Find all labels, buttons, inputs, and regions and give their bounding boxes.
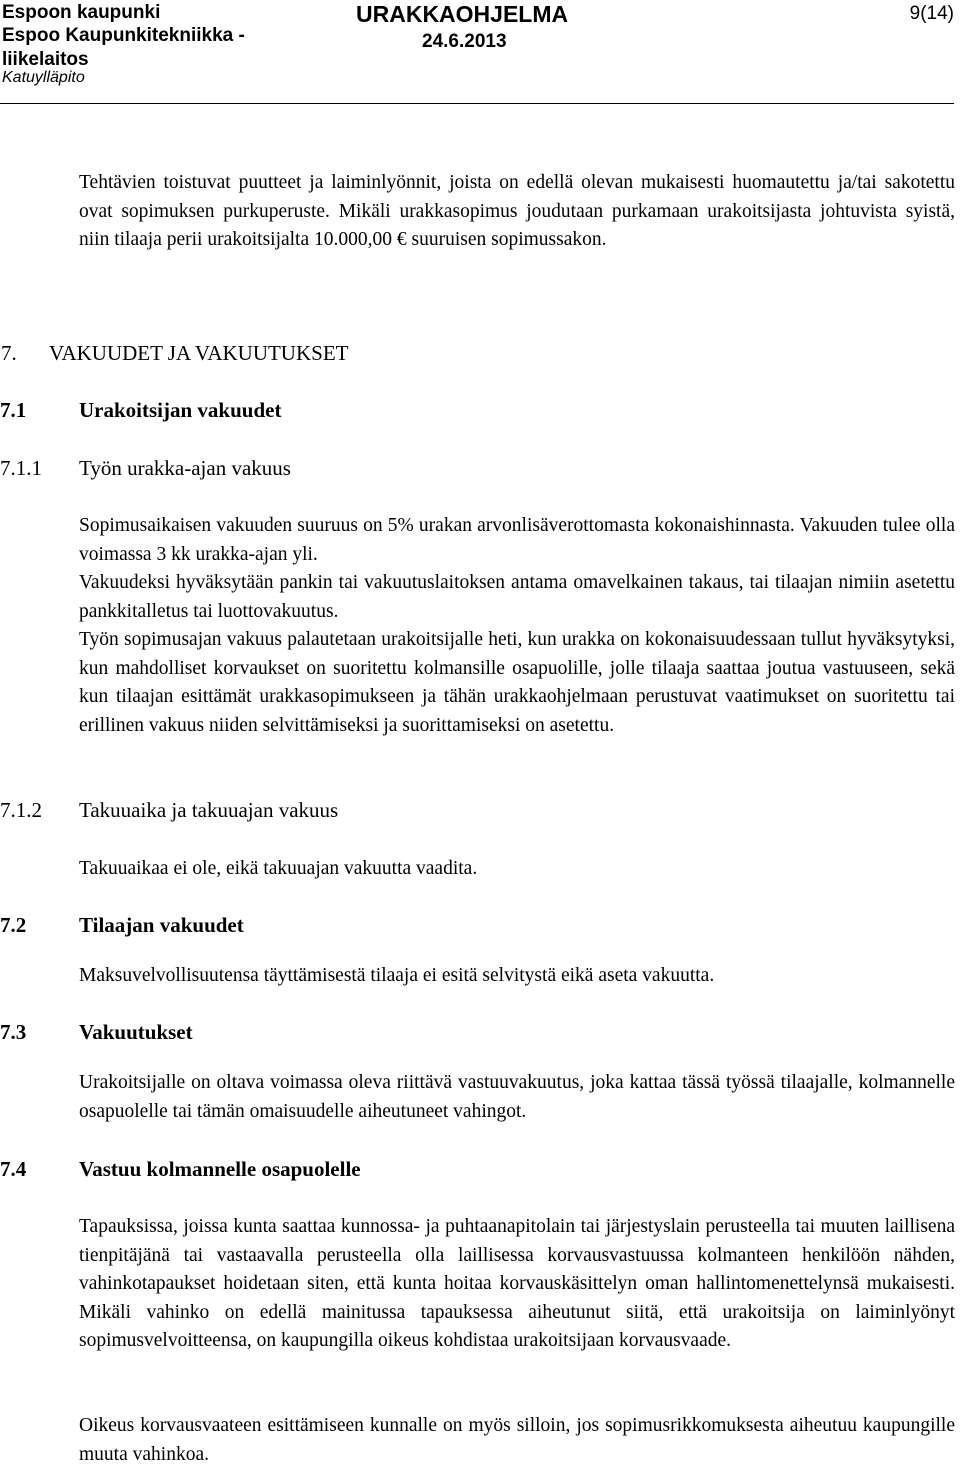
section-7-1-1-paragraph-1: Sopimusaikaisen vakuuden suuruus on 5% urakan arvonlisäverottomasta kokonaishinnasta. Vakuuden tulee olla voimassa 3 kk urakka-ajan yli. [79,515,955,565]
section-7-3-number: 7.3 [0,1020,27,1044]
header-unit: Katuylläpito [2,69,85,86]
section-7-1-1-number: 7.1.1 [0,456,42,480]
section-7-1-2-title: Takuuaika ja takuuajan vakuus [79,798,339,822]
section-7-4-paragraph-1: Tapauksissa, joissa kunta saattaa kunnossa- ja puhtaanapitolain tai järjestyslain perusteella tai muuten laillisena tienpitäjänä tai vastaavalla perusteella olla laillisessa korvausvastuussa kolmanteen henkilöön nähden, vahinkotapaukset hoidetaan siten, että kunta hoitaa korvauskäsittelyn oman hallintomenettelynsä mukaisesti. Mikäli vahinko on edellä mainitussa tapauksessa aiheutunut siitä, että urakoitsija on laiminlyönyt sopimusvelvoitteensa, on kaupungilla oikeus kohdistaa urakoitsijaan korvausvaade. [79,1216,955,1351]
header-department: Espoo Kaupunkitekniikka - [2,25,245,46]
section-7-2-title: Tilaajan vakuudet [79,913,244,937]
section-7-1-number: 7.1 [0,398,27,422]
section-7-2-number: 7.2 [0,913,27,937]
header-divider [0,103,954,104]
section-7-1-2-paragraph: Takuuaikaa ei ole, eikä takuuajan vakuutta vaadita. [79,858,478,879]
document-title: URAKKAOHJELMA [356,1,569,27]
section-7-4-number: 7.4 [0,1157,27,1181]
section-7-4-paragraph-2: Oikeus korvausvaateen esittämiseen kunnalle on myös silloin, jos sopimusrikkomuksesta aiheutuu kaupungille muuta vahinkoa. [79,1415,955,1465]
section-7-title: VAKUUDET JA VAKUUTUKSET [49,341,349,365]
section-7-1-title: Urakoitsijan vakuudet [79,398,282,422]
section-7-1-1-paragraph-3: Työn sopimusajan vakuus palautetaan urakoitsijalle heti, kun urakka on kokonaisuudessaan tullut hyväksytyksi, kun mahdolliset korvaukset on suoritettu kolmansille osapuolille, jolle tilaaja saattaa joutua vastuuseen, sekä kun tilaajan esittämät urakkasopimukseen ja tähän urakkaohjelmaan perustuvat vaatimukset on suoritettu tai erillinen vakuus niiden selvittämiseksi ja suorittamiseksi on asetettu. [79,629,955,736]
section-7-1-1-paragraph-2: Vakuudeksi hyväksytään pankin tai vakuutuslaitoksen antama omavelkainen takaus, tai tilaajan nimiin asetettu pankkitalletus tai luottovakuutus. [79,572,955,622]
page-number: 9(14) [909,3,954,24]
section-7-2-paragraph: Maksuvelvollisuutensa täyttämisestä tilaaja ei esitä selvitystä eikä aseta vakuutta. [79,965,715,986]
header-department-cont: liikelaitos [2,49,89,70]
section-7-3-paragraph: Urakoitsijalle on oltava voimassa oleva riittävä vastuuvakuutus, joka kattaa tässä työssä tilaajalle, kolmannelle osapuolelle tai tämän omaisuudelle aiheutuneet vahingot. [79,1072,955,1122]
section-7-number: 7. [1,341,17,365]
section-7-1-1-title: Työn urakka-ajan vakuus [79,456,291,480]
section-7-3-title: Vakuutukset [79,1020,193,1044]
intro-paragraph: Tehtävien toistuvat puutteet ja laiminlyönnit, joista on edellä olevan mukaisesti huomautettu ja/tai sakotettu ovat sopimuksen purkuperuste. Mikäli urakkasopimus joudutaan purkamaan urakoitsijasta johtuvista syistä, niin tilaaja perii urakoitsijalta 10.000,00 € suuruisen sopimussakon. [79,172,955,250]
header-organization: Espoon kaupunki [2,2,161,23]
section-7-1-2-number: 7.1.2 [0,798,42,822]
section-7-4-title: Vastuu kolmannelle osapuolelle [79,1157,361,1181]
document-date: 24.6.2013 [422,31,507,52]
